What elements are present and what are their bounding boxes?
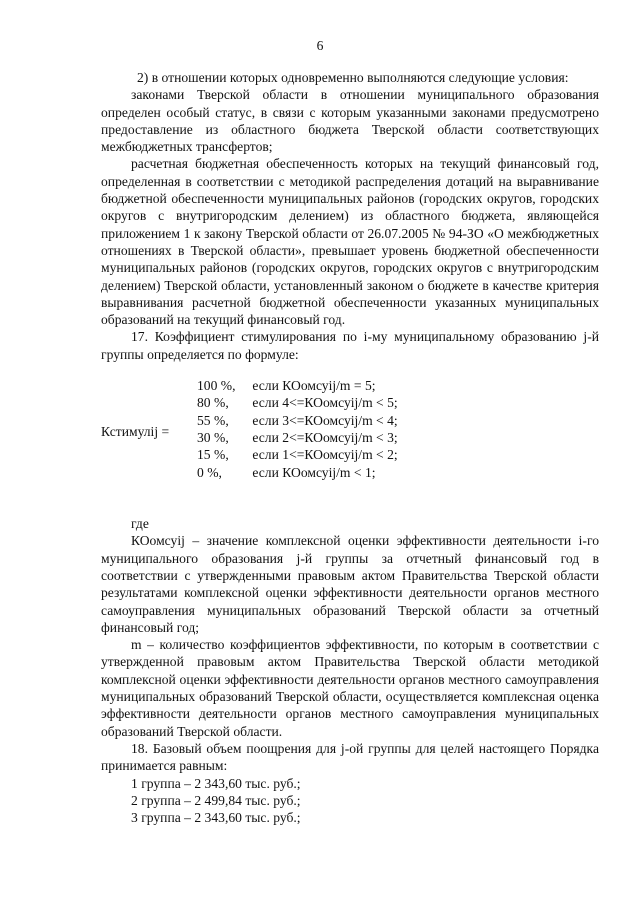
group-line: 2 группа – 2 499,84 тыс. руб.;	[131, 792, 301, 808]
document-body	[101, 69, 599, 826]
group-line: 3 группа – 2 343,60 тыс. руб.;	[131, 810, 301, 826]
case-condition: если КОомсуij/m < 1;	[252, 464, 376, 480]
case-value: 80 %,	[197, 395, 229, 411]
formula-case	[197, 446, 398, 463]
formula-case	[197, 377, 398, 394]
group-line: 1 группа – 2 343,60 тыс. руб.;	[131, 775, 301, 791]
formula-case	[197, 412, 398, 429]
paragraph-special-status: законами Тверской области в отношении муниципального образования определен особый статус, в связи с которым указанными законами предусмотрено предоставление из областного бюджета Тверской области соответствующих межбюджетных трансфертов;	[101, 87, 599, 155]
paragraph-item-17: 17. Коэффициент стимулирования по i-му муниципальному образованию j-й группы определяется по формуле:	[101, 329, 599, 362]
formula-case	[197, 394, 398, 411]
formula-case	[197, 464, 398, 481]
case-condition: если 4<=КОомсуij/m < 5;	[252, 395, 398, 411]
formula-case	[197, 429, 398, 446]
case-condition: если 2<=КОомсуij/m < 3;	[252, 429, 398, 445]
formula-lhs: Кстимулij =	[101, 424, 170, 440]
stimulus-coefficient-formula	[101, 377, 599, 505]
case-condition: если КОомсуij/m = 5;	[252, 378, 376, 394]
paragraph-budget-sufficiency: расчетная бюджетная обеспеченность которых на текущий финансовый год, определенная в соответствии с методикой распределения дотаций на выравнивание бюджетной обеспеченности муниципальных районов (городских округов, городских округов с внутригородским делением) из областного бюджета, являющейся приложением 1 к закону Тверской области от 26.07.2005 № 94-ЗО «О межбюджетных отношениях в Тверской области», превышает уровень бюджетной обеспеченности муниципальных районов (городских округов, городских округов с внутригородским делением) Тверской области, установленный законом о бюджете в качестве критерия выравнивания расчетной бюджетной обеспеченности указанных муниципальных образований на текущий финансовый год.	[101, 156, 599, 328]
case-value: 0 %,	[197, 464, 222, 480]
paragraph-conditions-intro: 2) в отношении которых одновременно выполняются следующие условия:	[137, 70, 569, 85]
case-value: 55 %,	[197, 412, 229, 428]
case-value: 15 %,	[197, 447, 229, 463]
case-value: 30 %,	[197, 429, 229, 445]
case-value: 100 %,	[197, 378, 236, 394]
definition-koomsu: КОомсуij – значение комплексной оценки эффективности деятельности i-го муниципального образования j-й группы за отчетный финансовый год в соответствии с утвержденными правовым актом Правительства Тверской области результатами комплексной оценки эффективности деятельности органов местного самоуправления муниципальных образований Тверской области за отчетный финансовый год;	[101, 533, 599, 635]
case-condition: если 3<=КОомсуij/m < 4;	[252, 412, 398, 428]
paragraph-item-18: 18. Базовый объем поощрения для j-ой группы для целей настоящего Порядка принимается равным:	[101, 740, 599, 774]
page-number: 6	[316, 38, 324, 53]
definition-m: m – количество коэффициентов эффективности, по которым в соответствии с утвержденной правовым актом Правительства Тверской области методикой комплексной оценки эффективности деятельности органов местного самоуправления муниципальных образований Тверской области, осуществляется комплексная оценка эффективности деятельности органов местного самоуправления муниципальных образований Тверской области.	[101, 637, 599, 739]
where-label: где	[131, 516, 149, 532]
formula-cases	[197, 377, 398, 481]
case-condition: если 1<=КОомсуij/m < 2;	[252, 447, 398, 463]
